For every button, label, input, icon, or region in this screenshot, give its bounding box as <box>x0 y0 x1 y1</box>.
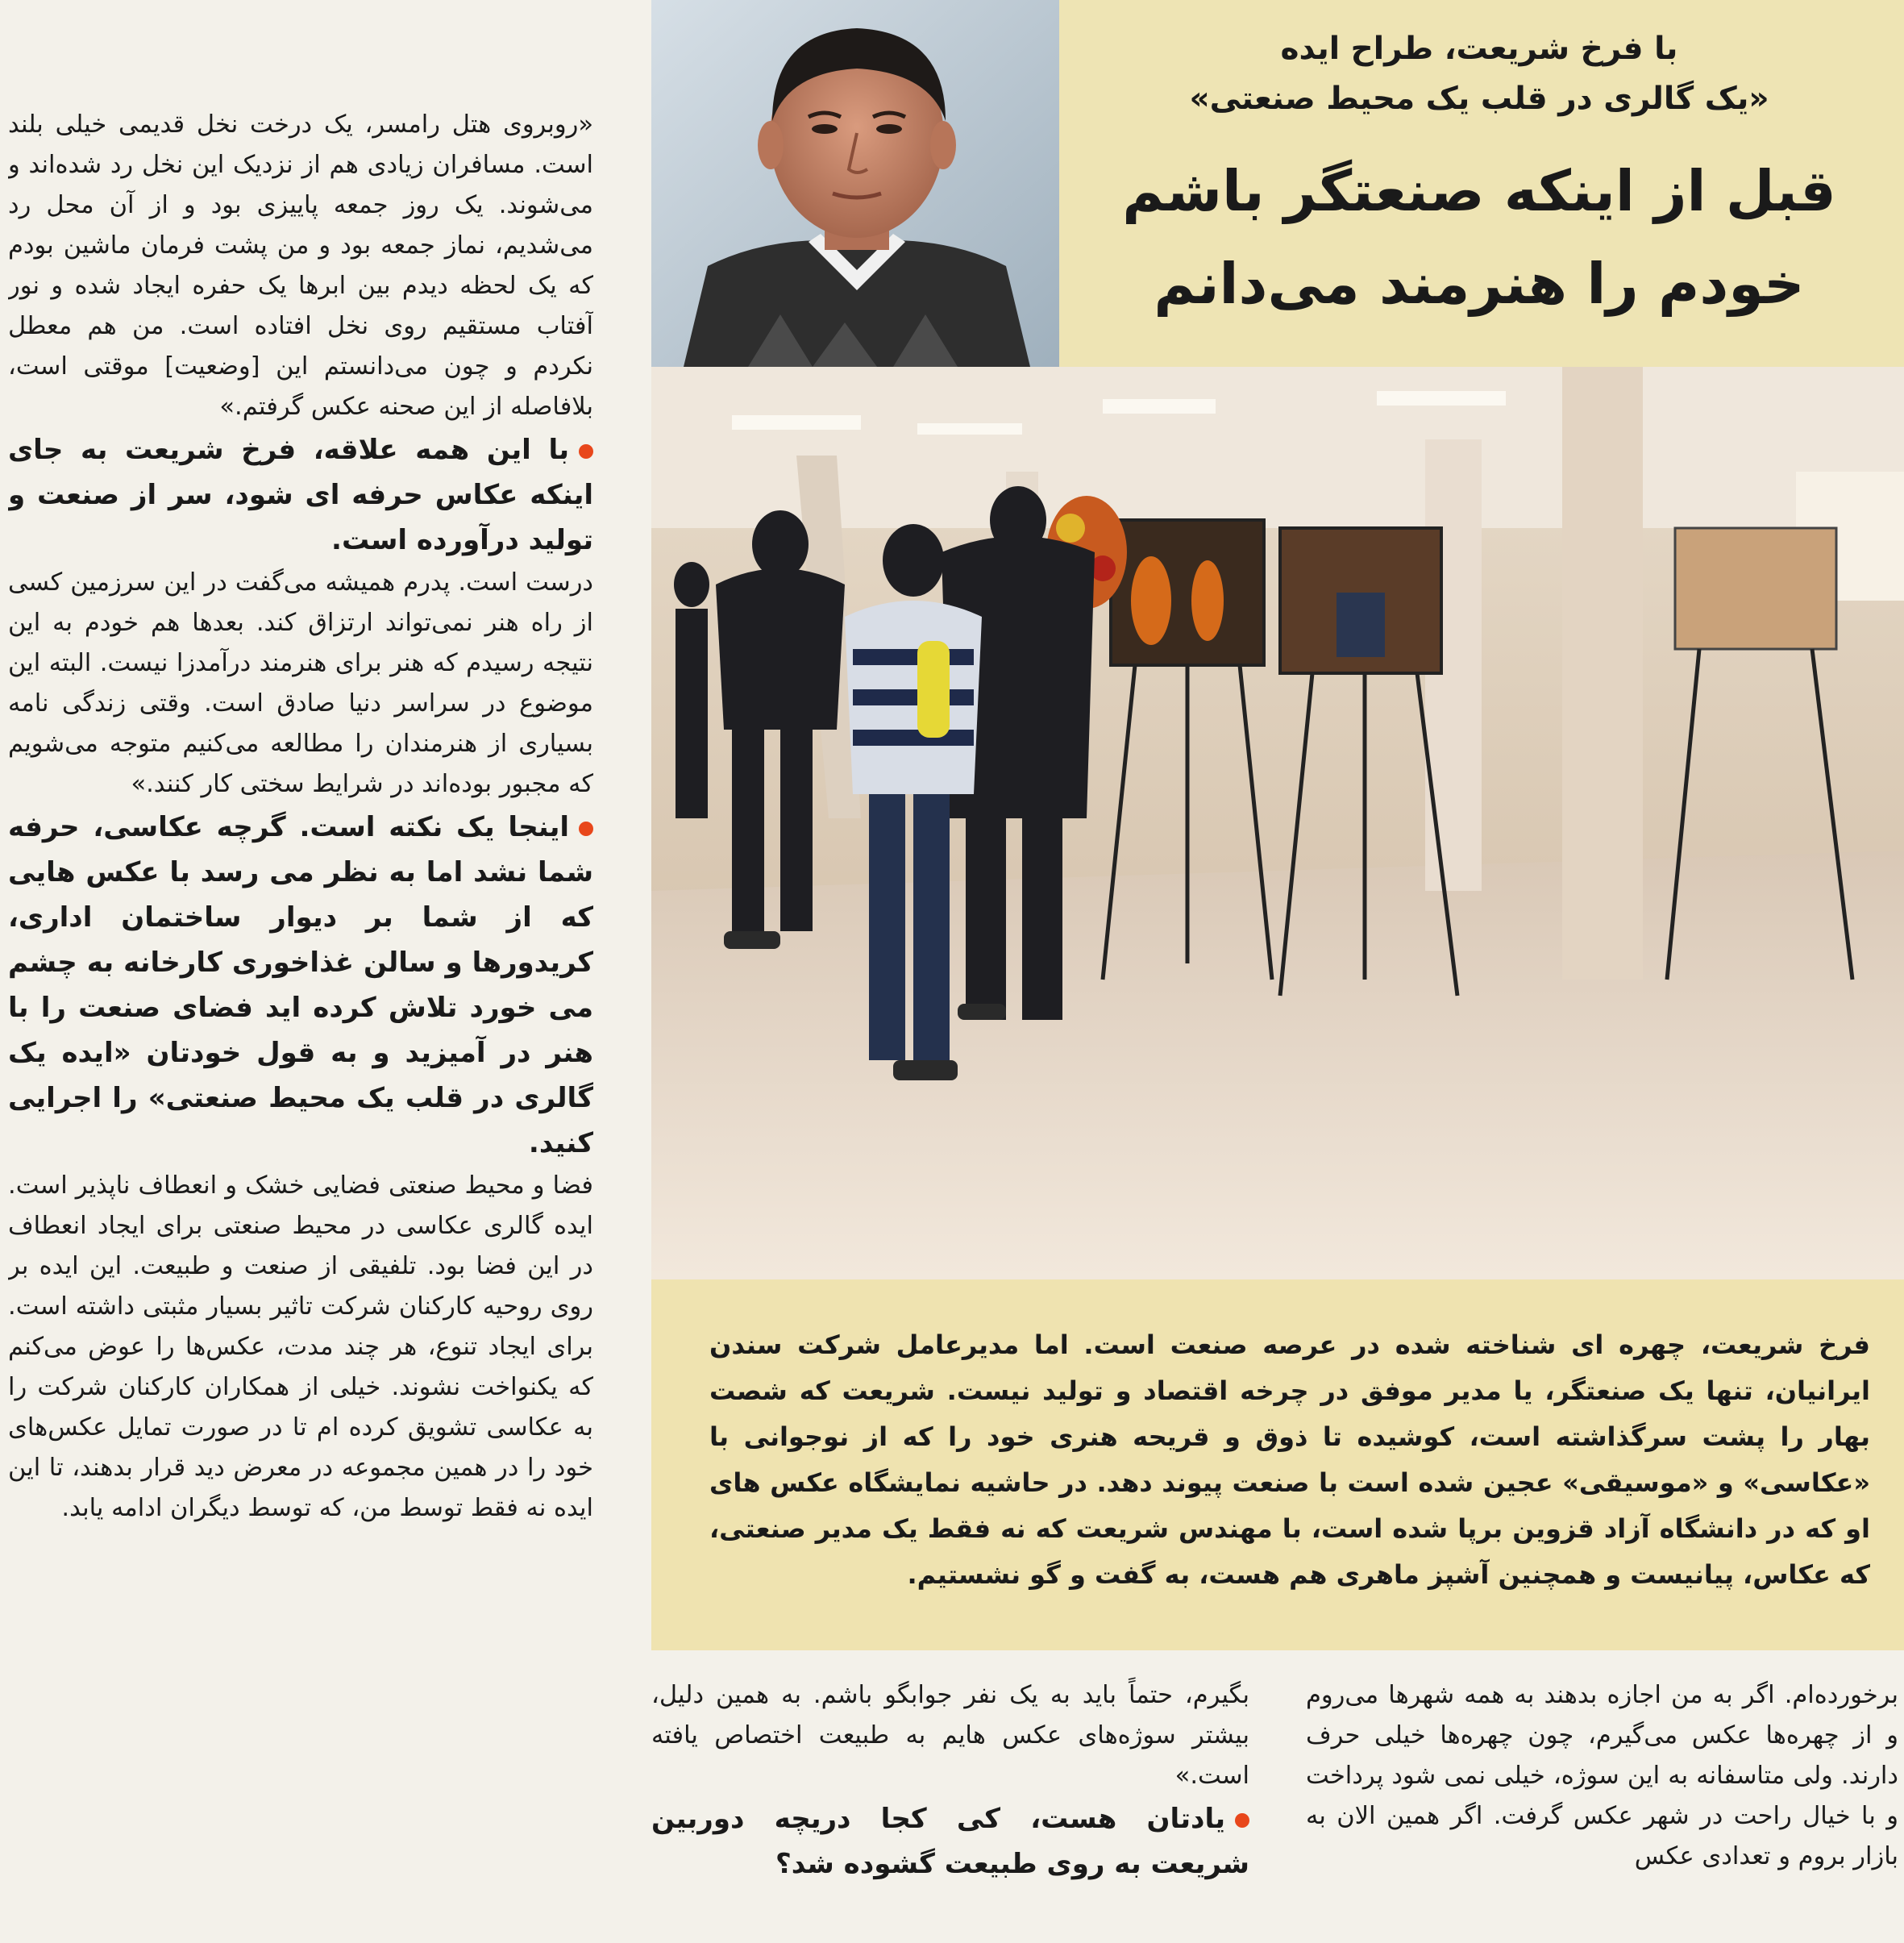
page-title <box>1072 145 1886 331</box>
kicker <box>1072 24 1886 124</box>
gallery-exhibition-photo <box>651 367 1904 1279</box>
bottom-middle-column <box>651 1675 1249 1937</box>
question-1 <box>8 427 593 563</box>
gallery-illustration <box>651 367 1904 1279</box>
intro-caption: فرخ شریعت، چهره ای شناخته شده در عرصه صنعت است. اما مدیرعامل شرکت سندن ایرانیان، تنها یک صنعتگر، یا مدیر موفق در چرخه اقتصاد و تولید نیست. شریعت که شصت بهار را پشت سرگذاشته است، کوشیده تا ذوق و قریحه هنری خود را که از نوجوانی با «عکاسی» و «موسیقی» عجین شده است با صنعت پیوند دهد. در حاشیه نمایشگاه عکس های او که در دانشگاه آزاد قزوین برپا شده است، با مهندس شریعت که نه فقط یک مدیر صنعتی، که عکاس، پیانیست و همچنین آشپز ماهری هم هست، به گفت و گو نشستیم. <box>709 1329 1870 1590</box>
bottom-right-column <box>1306 1675 1898 1937</box>
portrait-illustration <box>651 0 1062 367</box>
paragraph-faces: برخورده‌ام. اگر به من اجازه بدهند به همه شهرها می‌روم و از چهره‌ها عکس می‌گیرم، چون چهره‌ها خیلی حرف دارند. ولی متاسفانه به این سوژه، خیلی نمی شود پرداخت و با خیال راحت در شهر عکس گرفت. اگر همین الان به بازار بروم و تعدادی عکس <box>1306 1681 1898 1870</box>
question-3-text: یادتان هست، کی کجا دریچه دوربین شریعت به روی طبیعت گشوده شد؟ <box>651 1803 1249 1880</box>
kicker-line-1: با فرخ شریعت، طراح ایده <box>1280 31 1678 67</box>
question-2 <box>8 805 593 1166</box>
bullet-icon <box>579 444 593 459</box>
paragraph-answer-1: درست است. پدرم همیشه می‌گفت در این سرزمین کسی از راه هنر نمی‌تواند ارتزاق کند. بعدها هم خودم به این نتیجه رسیدم که هنر برای هنرمند درآمدزا نیست. البته این موضوع در سراسر دنیا صادق است. وقتی زندگی نامه بسیاری از هنرمندان را مطالعه می‌کنیم متوجه می‌شویم که مجبور بوده‌اند در شرایط سختی کار کنند.» <box>8 568 593 798</box>
headline-line-2: خودم را هنرمند می‌دانم <box>1154 251 1805 317</box>
question-1-text: با این همه علاقه، فرخ شریعت به جای اینکه عکاس حرفه ای شود، سر از صنعت و تولید درآورده است. <box>8 434 593 556</box>
portrait-photo <box>651 0 1062 367</box>
left-article-column <box>8 105 593 1935</box>
headline-line-1: قبل از اینکه صنعتگر باشم <box>1122 158 1836 224</box>
paragraph-answer-3: بگیرم، حتماً باید به یک نفر جوابگو باشم. به همین دلیل، بیشتر سوژه‌های عکس هایم به طبیعت اختصاص یافته است.» <box>651 1681 1249 1790</box>
paragraph-palm-story: «روبروی هتل رامسر، یک درخت نخل قدیمی خیلی بلند است. مسافران زیادی هم از نزدیک این نخل رد شده‌اند و می‌شوند. یک روز جمعه پاییزی بود و از آن محل رد می‌شدیم، نماز جمعه بود و من پشت فرمان ماشین بودم که یک لحظه دیدم بین ابرها یک حفره ایجاد شده و نور آفتاب مستقیم روی نخل افتاده است. من هم معطل نکردم و چون می‌دانستم این [وضعیت] موقتی است، بلافاصله از این صحنه عکس گرفتم.» <box>8 110 593 421</box>
kicker-line-2: «یک گالری در قلب یک محیط صنعتی» <box>1189 81 1769 117</box>
bullet-icon <box>579 822 593 836</box>
paragraph-answer-2: فضا و محیط صنعتی فضایی خشک و انعطاف ناپذیر است. ایده گالری عکاسی در محیط صنعتی برای ایجاد انعطاف در این فضا بود. تلفیقی از صنعت و طبیعت. این ایده بر روی روحیه کارکنان شرکت تاثیر بسیار مثبتی داشته است. برای ایجاد تنوع، هر چند مدت، عکس‌ها را عوض می‌کنم که یکنواخت نشوند. خیلی از همکاران کارکنان شرکت را به عکاسی تشویق کرده ام تا در صورت تمایل عکس‌های خود را در همین مجموعه در معرض دید قرار بدهند، تا این ایده نه فقط توسط من، که توسط دیگران ادامه یابد. <box>8 1171 593 1522</box>
question-2-text: اینجا یک نکته است. گرچه عکاسی، حرفه شما نشد اما به نظر می رسد با عکس هایی که از شما بر دیوار ساختمان اداری، کریدورها و سالن غذاخوری کارخانه به چشم می خورد تلاش کرده اید فضای صنعت را با هنر در آمیزید و به قول خودتان «ایده یک گالری در قلب یک محیط صنعتی» را اجرایی کنید. <box>8 811 593 1159</box>
bullet-icon <box>1235 1813 1249 1828</box>
question-3 <box>651 1796 1249 1887</box>
